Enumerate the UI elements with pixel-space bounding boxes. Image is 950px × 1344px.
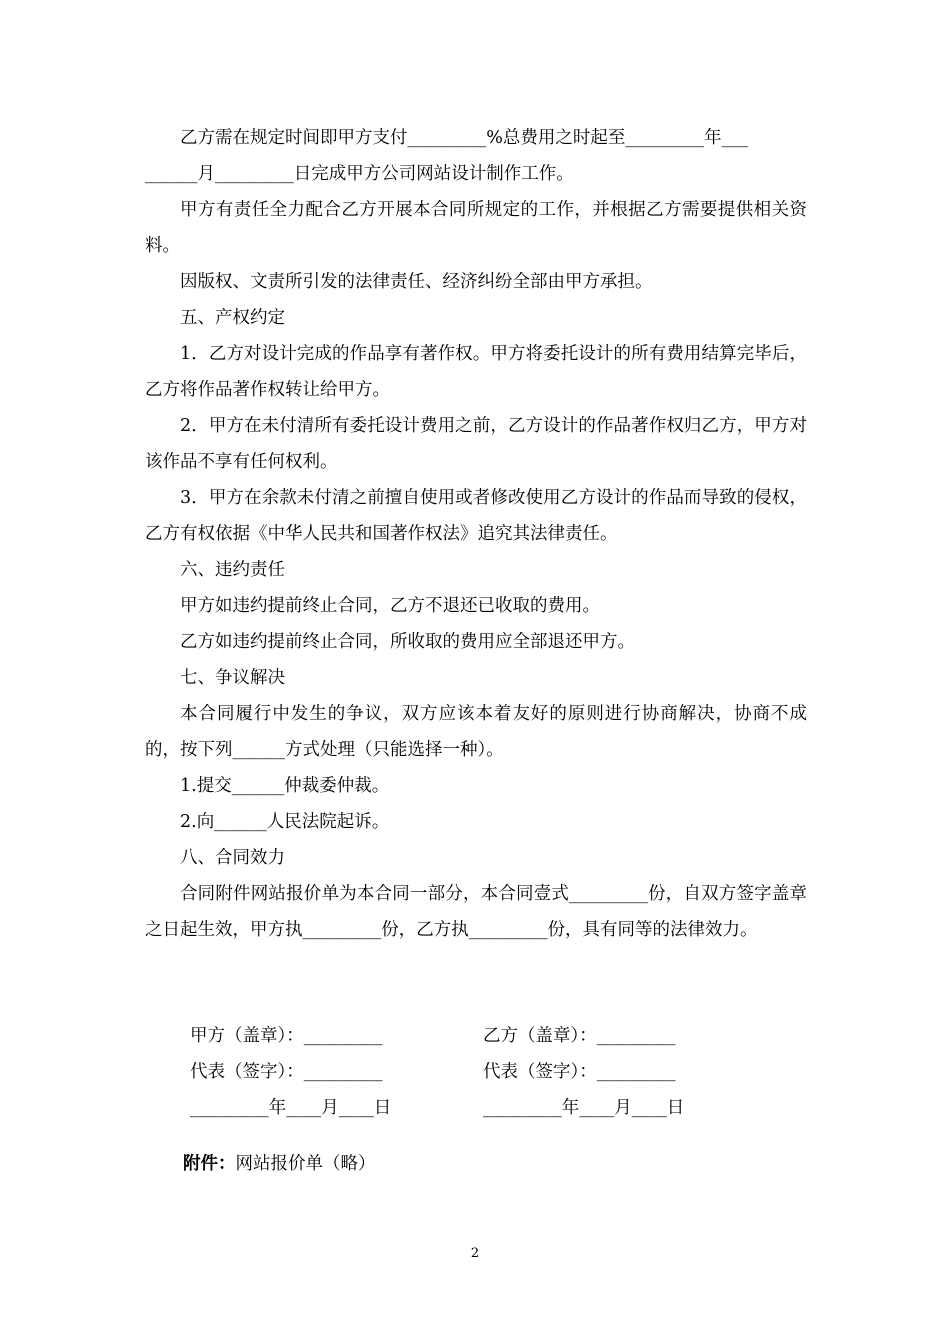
section-8-paragraph: 合同附件网站报价单为本合同一部分，本合同壹式_________份，自双方签字盖章之日起生效，甲方执_________份，乙方执_________份，具有同等的法律效力。: [145, 884, 807, 940]
section-6-paragraph-2: 乙方如违约提前终止合同，所收取的费用应全部退还甲方。: [180, 632, 635, 652]
attachment-note: [183, 1146, 376, 1182]
attachment-label: 附件：: [183, 1154, 236, 1174]
party-b-seal-line: 乙方（盖章）：_________: [483, 1026, 676, 1046]
party-a-representative-line: 代表（签字）：_________: [190, 1062, 383, 1082]
section-7-paragraph: 本合同履行中发生的争议，双方应该本着友好的原则进行协商解决，协商不成的，按下列______方式处理（只能选择一种）。: [145, 704, 807, 760]
section-7-option-1: 1.提交______仲裁委仲裁。: [180, 776, 390, 796]
section-8-title: 八、合同效力: [180, 848, 285, 868]
section-6-title: 六、违约责任: [180, 560, 285, 580]
party-a-signature: [190, 1018, 480, 1126]
party-b-representative-line: 代表（签字）：_________: [483, 1062, 676, 1082]
section-6-paragraph-1: 甲方如违约提前终止合同，乙方不退还已收取的费用。: [180, 596, 600, 616]
party-b-signature: [483, 1018, 773, 1126]
section-5-item-2: 2．甲方在未付清所有委托设计费用之前，乙方设计的作品著作权归乙方，甲方对该作品不享有任何权利。: [145, 416, 807, 472]
page-number: 2: [470, 1246, 480, 1261]
payment-deadline-paragraph: [145, 120, 807, 192]
liability-paragraph: 因版权、文责所引发的法律责任、经济纠纷全部由甲方承担。: [180, 272, 653, 292]
attachment-text: 网站报价单（略）: [235, 1154, 376, 1174]
party-a-seal-line: 甲方（盖章）：_________: [190, 1026, 383, 1046]
party-b-date-line: _________年____月____日: [483, 1098, 685, 1118]
section-5-title: 五、产权约定: [180, 308, 285, 328]
section-7-title: 七、争议解决: [180, 668, 285, 688]
party-a-date-line: _________年____月____日: [190, 1098, 392, 1118]
cooperation-paragraph: 甲方有责任全力配合乙方开展本合同所规定的工作，并根据乙方需要提供相关资料。: [145, 200, 807, 256]
contract-body: [145, 120, 807, 948]
section-7-option-2: 2.向______人民法院起诉。: [180, 812, 390, 832]
section-5-item-1: 1．乙方对设计完成的作品享有著作权。甲方将委托设计的所有费用结算完毕后，乙方将作品著作权转让给甲方。: [145, 344, 807, 400]
section-5-item-3: 3．甲方在余款未付清之前擅自使用或者修改使用乙方设计的作品而导致的侵权，乙方有权依据《中华人民共和国著作权法》追究其法律责任。: [145, 488, 807, 544]
payment-deadline-line-2: ______月_________日完成甲方公司网站设计制作工作。: [145, 164, 574, 184]
payment-deadline-line-1: 乙方需在规定时间即甲方支付_________%总费用之时起至_________年___: [180, 128, 748, 148]
